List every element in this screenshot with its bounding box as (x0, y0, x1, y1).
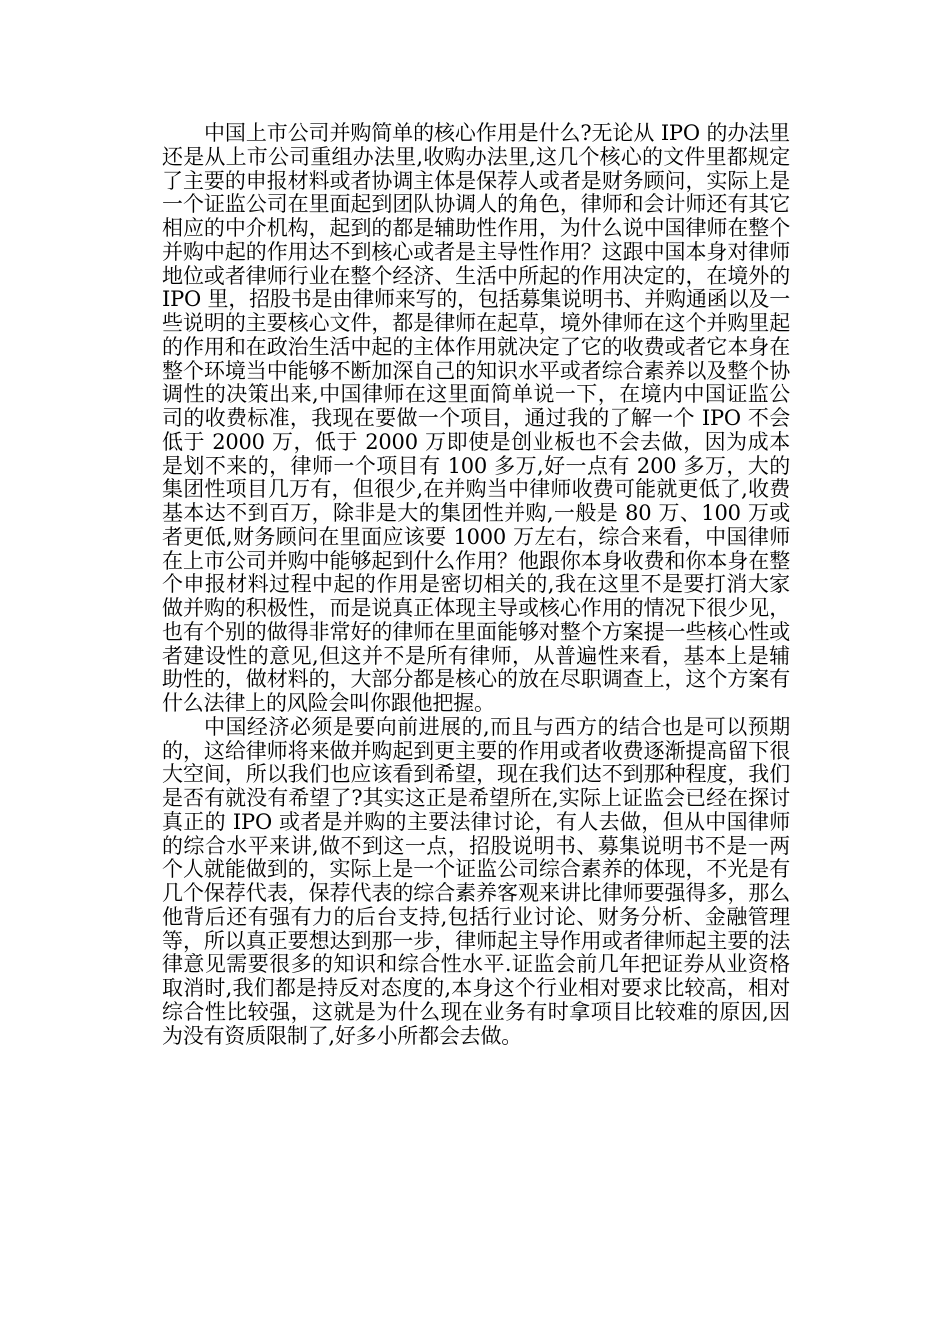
paragraph: 中国经济必须是要向前进展的,而且与西方的结合也是可以预期的，这给律师将来做并购起到更主要的作用或者收费逐渐提高留下很大空间，所以我们也应该看到希望，现在我们达不到那种程度，我们是否有就没有希望了?其实这正是希望所在,实际上证监会已经在探讨真正的 IPO 或者是并购的主要法律讨论，有人去做，但从中国律师的综合水平来讲,做不到这一点，招股说明书、募集说明书不是一两个人就能做到的，实际上是一个证监公司综合素养的体现，不光是有几个保荐代表，保荐代表的综合素养客观来讲比律师要强得多，那么他背后还有强有力的后台支持,包括行业讨论、财务分析、金融管理等，所以真正要想达到那一步，律师起主导作用或者律师起主要的法律意见需要很多的知识和综合性水平.证监会前几年把证券从业资格取消时,我们都是持反对态度的,本身这个行业相对要求比较高，相对综合性比较强，这就是为什么现在业务有时拿项目比较难的原因,因为没有资质限制了,好多小所都会去做。 (162, 714, 790, 1048)
paragraph: 中国上市公司并购简单的核心作用是什么?无论从 IPO 的办法里还是从上市公司重组办法里,收购办法里,这几个核心的文件里都规定了主要的申报材料或者协调主体是保荐人或者是财务顾问，实际上是一个证监公司在里面起到团队协调人的角色，律师和会计师还有其它相应的中介机构，起到的都是辅助性作用，为什么说中国律师在整个并购中起的作用达不到核心或者是主导性作用？这跟中国本身对律师地位或者律师行业在整个经济、生活中所起的作用决定的，在境外的 IPO 里，招股书是由律师来写的，包括募集说明书、并购通函以及一些说明的主要核心文件，都是律师在起草，境外律师在这个并购里起的作用和在政治生活中起的主体作用就决定了它的收费或者它本身在整个环境当中能够不断加深自己的知识水平或者综合素养以及整个协调性的决策出来,中国律师在这里面简单说一下，在境内中国证监公司的收费标准，我现在要做一个项目，通过我的了解一个 IPO 不会低于 2000 万，低于 2000 万即使是创业板也不会去做，因为成本是划不来的，律师一个项目有 100 多万,好一点有 200 多万，大的集团性项目几万有，但很少,在并购当中律师收费可能就更低了,收费基本达不到百万，除非是大的集团性并购,一般是 80 万、100 万或者更低,财务顾问在里面应该要 1000 万左右，综合来看，中国律师在上市公司并购中能够起到什么作用？他跟你本身收费和你本身在整个申报材料过程中起的作用是密切相关的,我在这里不是要打消大家做并购的积极性，而是说真正体现主导或核心作用的情况下很少见，也有个别的做得非常好的律师在里面能够对整个方案提一些核心性或者建设性的意见,但这并不是所有律师，从普遍性来看，基本上是辅助性的，做材料的，大部分都是核心的放在尽职调查上，这个方案有什么法律上的风险会叫你跟他把握。 (162, 121, 790, 715)
document-body (162, 122, 790, 1048)
